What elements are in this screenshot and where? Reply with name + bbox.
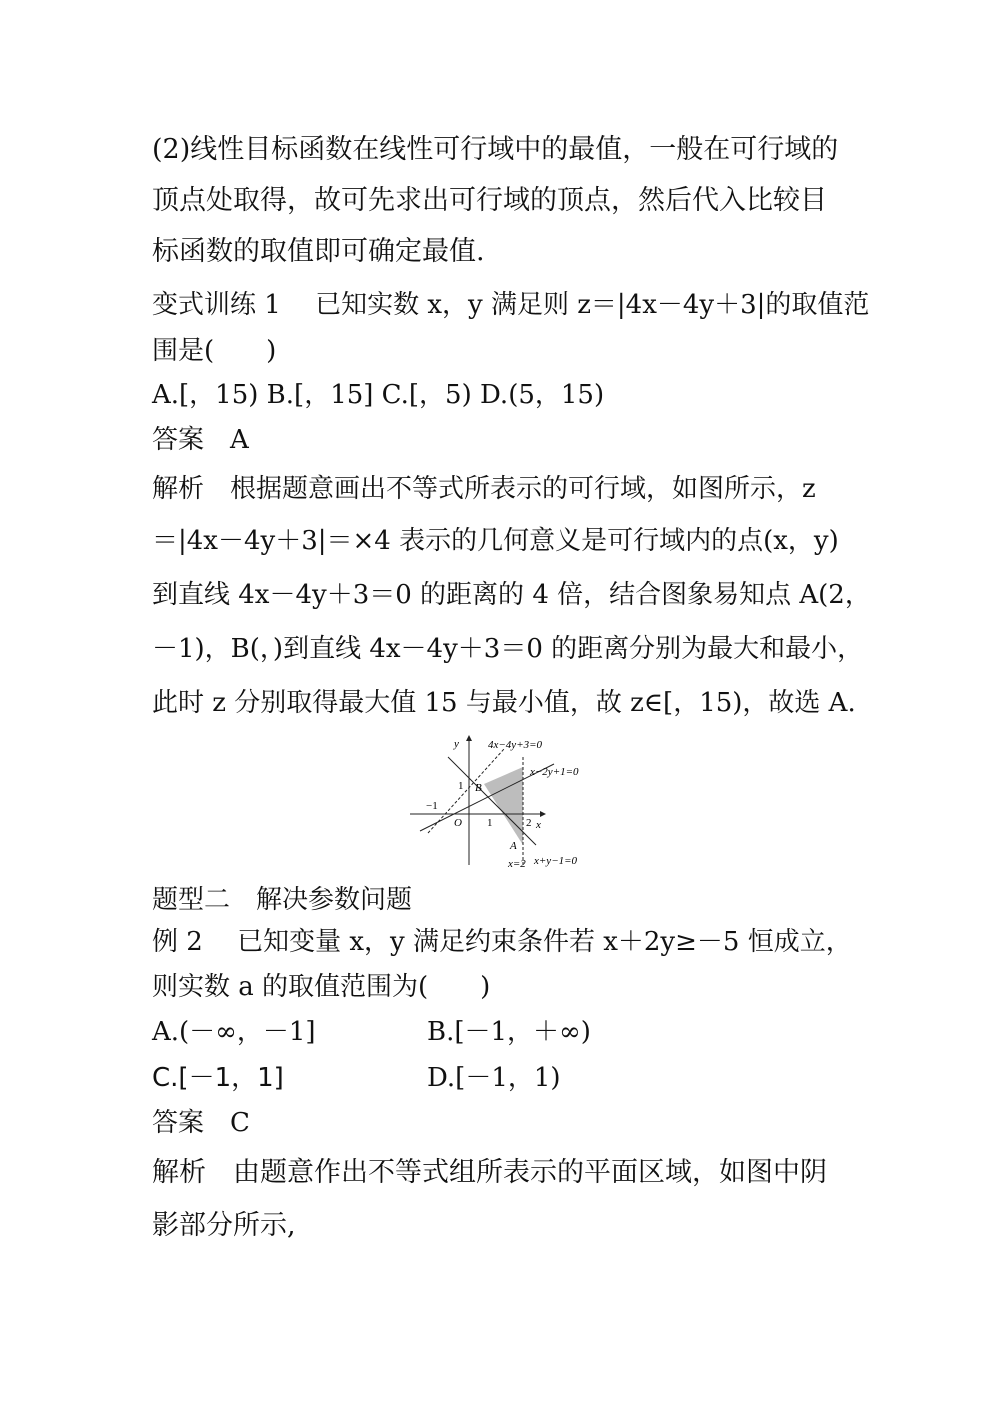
- y-axis-label: y: [454, 738, 459, 750]
- note-line-1: (2)线性目标函数在线性可行域中的最值，一般在可行域的: [152, 134, 839, 165]
- exercise-question-line-2: 围是( ): [152, 336, 277, 366]
- exercise-analysis-line-3: 到直线 4x－4y＋3＝0 的距离的 4 倍，结合图象易知点 A(2，: [152, 580, 871, 610]
- line-label-x-2y-1: x−2y+1=0: [530, 766, 579, 778]
- exercise-analysis-line-2: ＝|4x－4y＋3|＝×4 表示的几何意义是可行域内的点(x，y): [152, 526, 839, 556]
- example-question-line-1: 例 2 已知变量 x，y 满足约束条件若 x＋2y≥－5 恒成立，: [152, 927, 852, 957]
- option-b: B.[－1，＋∞): [427, 1017, 591, 1047]
- feasible-region-figure: [408, 733, 604, 871]
- exercise-options: A.[，15) B.[，15] C.[，5) D.(5，15): [152, 380, 605, 410]
- exercise-analysis-line-1: 解析 根据题意画出不等式所表示的可行域，如图所示，z: [152, 474, 816, 504]
- example-options-row-1: [152, 1017, 591, 1048]
- note-line-3: 标函数的取值即可确定最值.: [152, 236, 485, 267]
- exercise-analysis-line-4: －1)，B(，)到直线 4x－4y＋3＝0 的距离分别为最大和最小，: [152, 634, 864, 664]
- line-label-x-y-1: x+y−1=0: [534, 855, 578, 867]
- example-question-line-2: 则实数 a 的取值范围为( ): [152, 972, 491, 1002]
- x-axis-label: x: [536, 819, 541, 831]
- tick-label-y-1: 1: [458, 780, 464, 792]
- x-axis-arrow-icon: [540, 811, 546, 817]
- section-heading: 题型二 解决参数问题: [152, 885, 413, 915]
- point-b-label: B: [475, 782, 482, 794]
- tick-label-x-2: 2: [526, 817, 532, 829]
- example-analysis-line-2: 影部分所示,: [152, 1210, 296, 1241]
- option-d: D.[－1，1): [427, 1063, 561, 1093]
- note-line-2: 顶点处取得，故可先求出可行域的顶点，然后代入比较目: [152, 185, 827, 216]
- option-a: A.(－∞，－1]: [152, 1017, 316, 1047]
- exercise-analysis-line-5: 此时 z 分别取得最大值 15 与最小值，故 z∈[，15)，故选 A.: [152, 688, 856, 718]
- shaded-region: [484, 767, 523, 845]
- origin-label: O: [454, 817, 462, 829]
- example-options-row-2: [152, 1063, 561, 1094]
- line-label-x-2: x=2: [508, 858, 526, 870]
- line-label-4x-4y-3: 4x−4y+3=0: [488, 739, 543, 751]
- exercise-answer: 答案 A: [152, 425, 249, 455]
- exercise-question-line-1: 变式训练 1 已知实数 x，y 满足则 z＝|4x－4y＋3|的取值范: [152, 290, 870, 320]
- example-analysis-line-1: 解析 由题意作出不等式组所表示的平面区域，如图中阴: [152, 1157, 827, 1188]
- point-a-label: A: [510, 840, 517, 852]
- y-axis-arrow-icon: [466, 735, 472, 741]
- tick-label-x-neg-1: −1: [426, 800, 438, 812]
- tick-label-x-1: 1: [487, 817, 493, 829]
- option-c: C.[－1，1]: [152, 1063, 284, 1093]
- feasible-region-svg: [408, 733, 604, 871]
- example-answer: 答案 C: [152, 1108, 250, 1138]
